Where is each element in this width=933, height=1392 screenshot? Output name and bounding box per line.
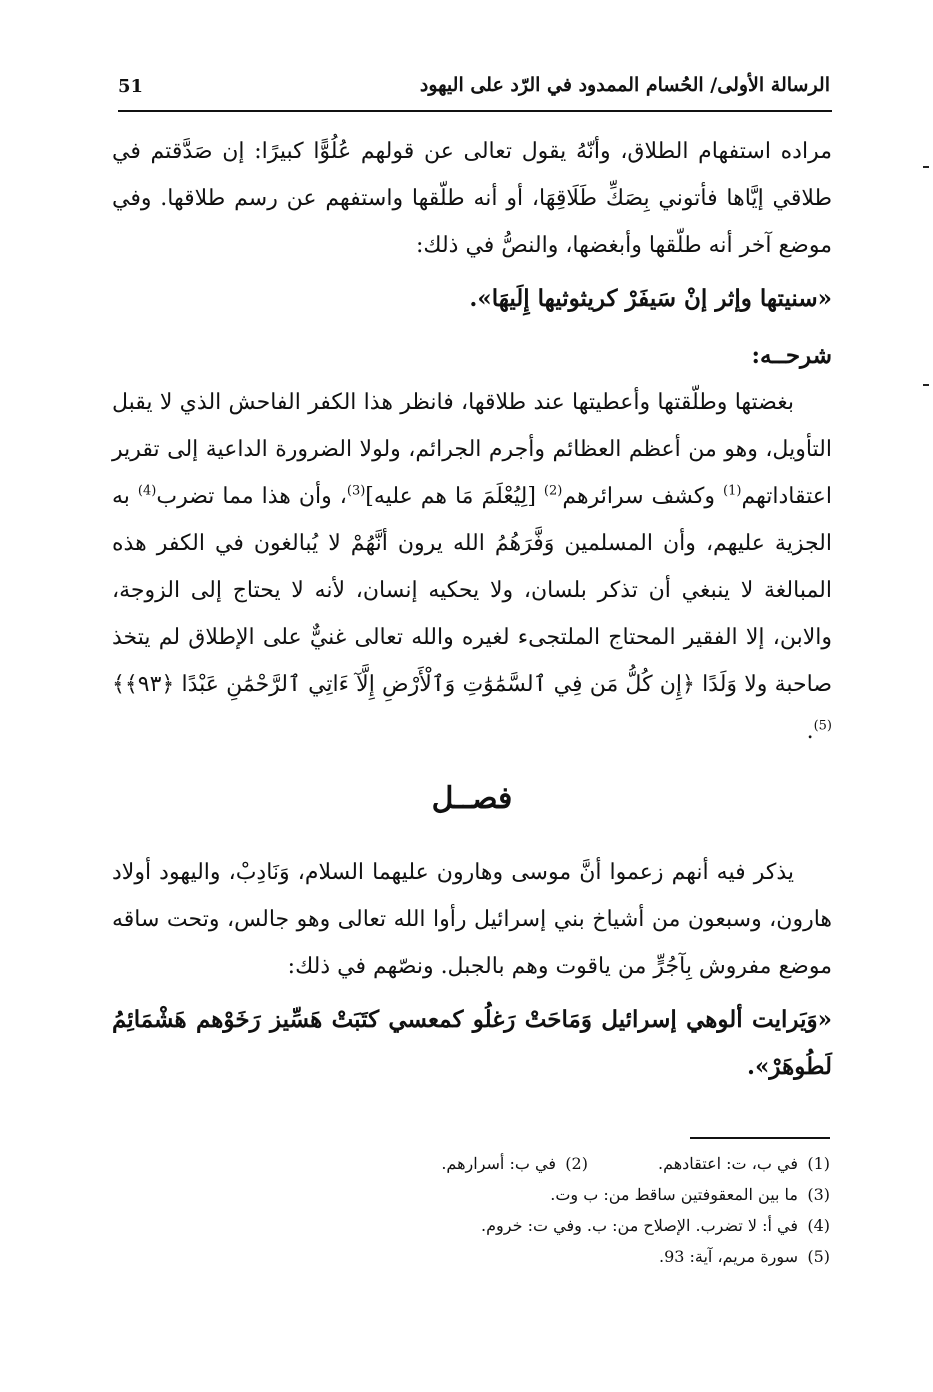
paragraph-3: يذكر فيه أنهم زعموا أنَّ موسى وهارون عليهما السلام، وَنَادِبْ، واليهود أولاد هارون، وسبعون من أشياخ بني إسرائيل رأوا الله تعالى وهو جالس، وتحت ساقه موضع مفروش بِآجُرٍّ من ياقوت وهم بالجبل. ونصّهم في ذلك: (112, 860, 832, 979)
main-text (112, 128, 832, 1096)
quote-2: «وَيَرايت ألوهي إسرائيل وَمَاحَتْ رَغلُو كمعسي كتَبَتْ هَسِّيز رَخَوْهم هَشْمَائِمُ لَطُوهَرْ». (112, 1006, 832, 1080)
footnote-text: سورة مريم، آية: 93. (658, 1247, 798, 1266)
paragraph-2 (112, 379, 832, 755)
running-title: الرسالة الأولى/ الحُسام الممدود في الرّد على اليهود (419, 74, 830, 96)
footnote-ref-1: (1) (723, 483, 742, 499)
footnote-number: (3) (807, 1185, 830, 1204)
footnote-text: ما بين المعقوفتين ساقط من: ب وت. (550, 1185, 798, 1204)
footnote-rule (690, 1137, 830, 1139)
footnote-ref-4: (4) (137, 483, 157, 499)
footnote-text: في ب، ت: اعتقادهم. (657, 1154, 798, 1173)
footnote-ref-5: (5) (813, 718, 832, 734)
header-rule (118, 110, 832, 112)
footnote-ref-2: (2) (543, 483, 563, 499)
quote-1: «سنيتها وإثر إنْ سَيفَرْ كريثوثيها إِلَيهَا». (469, 285, 832, 312)
paragraph-2-part-a: بغضتها وطلّقتها وأعطيتها عند طلاقها، فانظر هذا الكفر الفاحش الذي لا يقبل التأويل، وهو من أعظم العظائم وأجرم الجرائم، ولولا الضرورة الداعية إلى تقرير اعتقاداتهم (112, 390, 832, 509)
paragraph-2-part-b: وكشف سرائرهم (562, 484, 724, 509)
sharh-heading: شرحــه: (751, 342, 832, 369)
paragraph-2-part-c: [لِيُعْلَمَ مَا هم عليه] (365, 484, 544, 509)
margin-mark (923, 384, 929, 386)
page-header (118, 72, 830, 106)
margin-mark (923, 166, 929, 168)
footnote-row (300, 1148, 830, 1179)
footnotes (300, 1148, 830, 1272)
footnote-text: في ب: أسرارهم. (441, 1154, 556, 1173)
footnote-ref-3: (3) (346, 483, 366, 499)
footnote-row (300, 1179, 830, 1210)
footnote-number: (2) (565, 1154, 588, 1173)
paragraph-1: مراده استفهام الطلاق، وأنّهُ يقول تعالى عن قولهم عُلُوًّا كبيرًا: إن صَدَّقتم في طلاقي إيَّاها فأتوني بِصَكِّ طَلَاقِهَا، أو أنه طلّقها واستفهم عن رسم طلاقها. وفي موضع آخر أنه طلّقها وأبغضها، والنصُّ في ذلك: (112, 139, 832, 258)
footnote-text: في أ: لا تضرب. الإصلاح من: ب. وفي ت: خروم. (481, 1216, 798, 1235)
footnote-number: (5) (807, 1247, 830, 1266)
footnote-row (300, 1210, 830, 1241)
paragraph-2-part-e: به الجزية عليهم، وأن المسلمين وَفَّرَهُمُ الله يرون أنَّهُمْ لا يُبالغون في الكفر هذه المبالغة لا ينبغي أن تذكر بلسان، ولا يحكيه إنسان، لأنه لا يحتاج إلى الزوجة، والابن، إلا الفقير المحتاج الملتجىء لغيره والله تعالى غنيٌّ على الإطلاق لم يتخذ صاحبة ولا وَلَدًا ﴿إِن كُلُّ مَن فِي ٱلسَّمَٰوَٰتِ وَٱلْأَرْضِ إِلَّآ ءَاتِي ٱلرَّحْمَٰنِ عَبْدًا ﴿٩٣﴾﴾ (112, 484, 833, 697)
footnote-number: (1) (807, 1154, 830, 1173)
paragraph-2-part-f: . (806, 719, 814, 744)
paragraph-2-part-d: ، وأن هذا مما تضرب (156, 484, 347, 509)
footnote-row (300, 1241, 830, 1272)
footnote-number: (4) (807, 1216, 830, 1235)
page-number: 51 (118, 76, 144, 97)
fasl-heading: فصــل (431, 781, 513, 816)
